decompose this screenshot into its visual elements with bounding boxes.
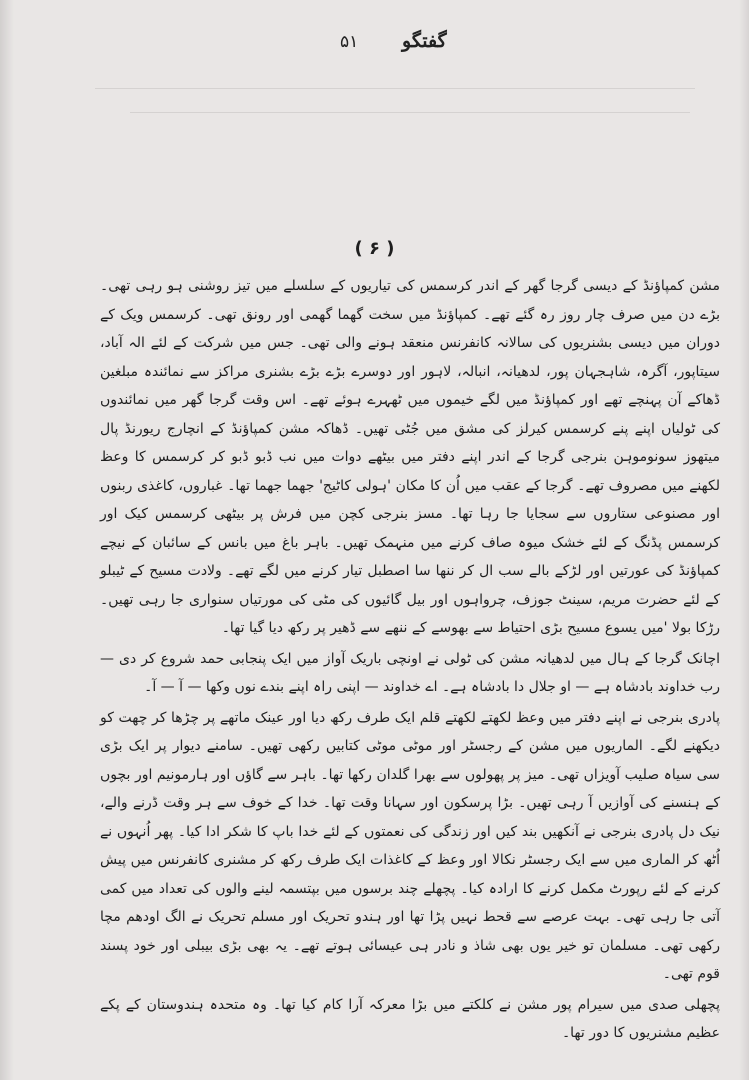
paragraph-1: مشن کمپاؤنڈ کے دیسی گرجا گھر کے اندر کرسمس کی تیاریوں کے سلسلے میں تیز روشنی ہو رہی تھی۔ بڑے دن میں صرف چار روز رہ گئے تھے۔ کمپاؤنڈ میں سخت گھما گھمی اور رونق تھی۔ کرسمس ویک کے دوران میں دیسی بشنریوں کی سالانہ کانفرنس منعقد ہونے والی تھی۔ جس میں شرکت کے لئے الہ آباد، سیتاپور، آگرہ، شاہجہان پور، لدھیانہ، انبالہ، لاہور اور دوسرے بڑے بڑے بشنری مراکز سے نمائندہ مبلغین ڈھاکے آن پہنچے تھے اور کمپاؤنڈ میں لگے خیموں میں ٹھہرے ہوئے تھے۔ اس وقت گرجا گھر میں نمائندوں کی ٹولیاں اپنے پنے کرسمس کیرلز کی مشق میں جُٹی تھیں۔ ڈھاکہ مشن کمپاؤنڈ کے انچارج ریورنڈ پال میتھوز سونوموہن بنرجی گرجا کے اندر اپنے دفتر میں بیٹھے دوات میں نب ڈبو ڈبو کر کرسمس کا وعظ لکھنے میں مصروف تھے۔ گرجا کے عقب میں اُن کا مکان 'ہولی کاٹیج' جھما جھما تھا۔ غباروں، کاغذی ربنوں اور مصنوعی ستاروں سے سجایا جا رہا تھا۔ مسز بنرجی کچن میں فرش پر بیٹھی کرسمس کیک اور کرسمس پڈنگ کے لئے خشک میوہ صاف کرنے میں منہمک تھیں۔ باہر باغ میں بانس کے سائبان کے نیچے کمپاؤنڈ کی عورتیں اور لڑکے بالے سب ال کر ننھا سا اصطبل تیار کرنے میں لگے تھے۔ ولادت مسیح کے ٹیبلو کے لئے حضرت مریم، سینٹ جوزف، چرواہوں اور بیل گائیوں کی مٹی کی مورتیاں سنواری جا رہی تھیں۔ رڑکا بولا 'میں یسوع مسیح بڑی احتیاط سے بھوسے کے ننھے سے ڈھیر پر رکھ دیا گیا تھا۔ <box>100 278 720 636</box>
show-through-line <box>130 112 690 113</box>
running-title: گفتگو <box>402 30 447 52</box>
page-number: ۵۱ <box>340 32 359 52</box>
paragraph-3: پادری بنرجی نے اپنے دفتر میں وعظ لکھتے لکھتے قلم ایک طرف رکھ دیا اور عینک ماتھے پر چڑھا کر چھت کو دیکھنے لگے۔ الماریوں میں مشن کے رجسٹر اور موٹی موٹی کتابیں رکھی تھیں۔ سامنے دیوار پر ایک بڑی سی سیاہ صلیب آویزاں تھی۔ میز پر پھولوں سے بھرا گلدان رکھا تھا۔ باہر سے گاؤں اور ہارمونیم اور بچوں کے ہنسنے کی آوازیں آ رہی تھیں۔ بڑا پرسکون اور سہانا وقت تھا۔ خدا کے خوف سے ہر وقت ڈرنے والے، نیک دل پادری بنرجی نے آنکھیں بند کیں اور زندگی کی نعمتوں کے لئے خدا باپ کا شکر ادا کیا۔ پھر اُنہوں نے اُٹھ کر الماری میں سے ایک رجسٹر نکالا اور وعظ کے کاغذات ایک طرف رکھ کر مشنری کانفرنس میں پیش کرنے کے لئے رپورٹ مکمل کرنے کا ارادہ کیا۔ پچھلے چند برسوں میں بپتسمہ لینے والوں کی تعداد میں کمی آتی جا رہی تھی۔ بہت عرصے سے قحط نہیں پڑا تھا اور ہندو تحریک اور مسلم تحریک نے الگ اودھم مچا رکھی تھی۔ مسلمان تو خیر یوں بھی شاذ و نادر ہی عیسائی ہوتے تھے۔ یہ بھی بڑی بیبلی اور خود پسند قوم تھی۔ <box>100 709 721 982</box>
section-number: ( ۶ ) <box>354 238 395 259</box>
show-through-line <box>95 88 695 89</box>
page-header <box>0 30 749 60</box>
paragraph-2: اچانک گرجا کے ہال میں لدھیانہ مشن کی ٹولی نے اونچی باریک آواز میں ایک پنجابی حمد شروع کر دی — رب خداوند بادشاہ ہے — او جلال دا بادشاہ ہے۔ اے خداوند — اپنی راہ اپنے بندے نوں وکھا — آ — آ۔ <box>100 650 720 695</box>
paragraph-4: پچھلی صدی میں سیرام پور مشن نے کلکتے میں بڑا معرکہ آرا کام کیا تھا۔ وہ متحدہ ہندوستان کے پکے عظیم مشنریوں کا دور تھا۔ <box>100 996 720 1041</box>
body-text <box>100 272 720 1048</box>
